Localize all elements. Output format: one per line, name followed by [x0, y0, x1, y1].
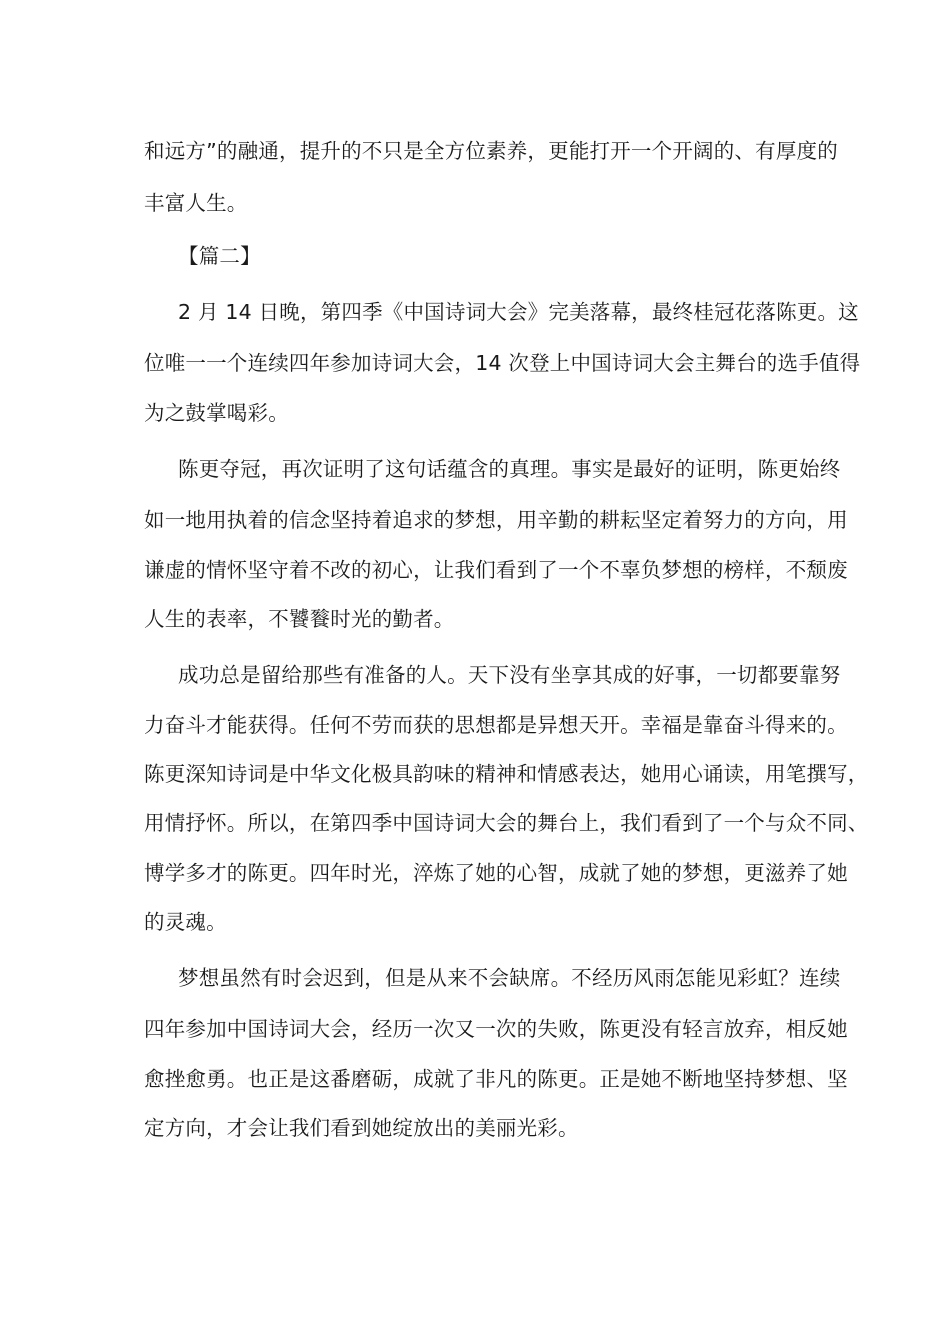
- paragraph-line: 愈挫愈勇。也正是这番磨砺，成就了非凡的陈更。正是她不断地坚持梦想、坚: [144, 1067, 848, 1091]
- paragraph-line: 谦虚的情怀坚守着不改的初心，让我们看到了一个不辜负梦想的榜样，不颓废: [144, 558, 848, 582]
- paragraph-line: 梦想虽然有时会迟到，但是从来不会缺席。不经历风雨怎能见彩虹？连续: [178, 966, 841, 990]
- paragraph-line: 定方向，才会让我们看到她绽放出的美丽光彩。: [144, 1116, 579, 1140]
- paragraph-line: 陈更深知诗词是中华文化极具韵味的精神和情感表达，她用心诵读，用笔撰写，: [144, 762, 869, 786]
- paragraph-line: 力奋斗才能获得。任何不劳而获的思想都是异想天开。幸福是靠奋斗得来的。: [144, 713, 848, 737]
- paragraph-line: 丰富人生。: [144, 191, 248, 215]
- paragraph-line: 成功总是留给那些有准备的人。天下没有坐享其成的好事，一切都要靠努: [178, 663, 841, 687]
- paragraph-line: 2 月 14 日晚，第四季《中国诗词大会》完美落幕，最终桂冠花落陈更。这: [178, 300, 859, 324]
- paragraph-line: 陈更夺冠，再次证明了这句话蕴含的真理。事实是最好的证明，陈更始终: [178, 457, 841, 481]
- paragraph-line: 和远方”的融通，提升的不只是全方位素养，更能打开一个开阔的、有厚度的: [144, 139, 838, 163]
- paragraph-line: 如一地用执着的信念坚持着追求的梦想，用辛勤的耕耘坚定着努力的方向，用: [144, 508, 848, 532]
- paragraph-line: 用情抒怀。所以，在第四季中国诗词大会的舞台上，我们看到了一个与众不同、: [144, 811, 869, 835]
- paragraph-line: 的灵魂。: [144, 910, 227, 934]
- section-heading: 【篇二】: [178, 244, 261, 268]
- paragraph-line: 位唯一一个连续四年参加诗词大会，14 次登上中国诗词大会主舞台的选手值得: [144, 351, 861, 375]
- paragraph-line: 四年参加中国诗词大会，经历一次又一次的失败，陈更没有轻言放弃，相反她: [144, 1017, 848, 1041]
- paragraph-line: 为之鼓掌喝彩。: [144, 401, 289, 425]
- paragraph-line: 人生的表率，不饕餮时光的勤者。: [144, 607, 455, 631]
- paragraph-line: 博学多才的陈更。四年时光，淬炼了她的心智，成就了她的梦想，更滋养了她: [144, 861, 848, 885]
